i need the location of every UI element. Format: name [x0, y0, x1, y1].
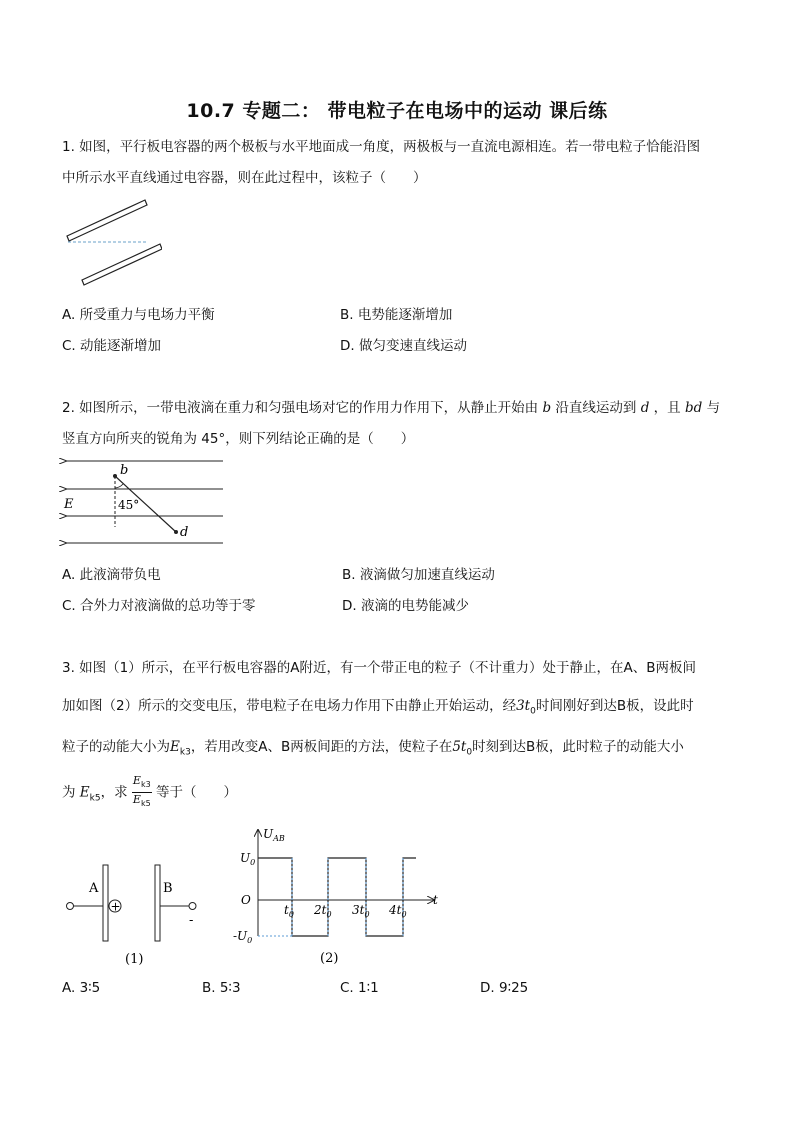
u-ab-label: $U_{AB}$	[263, 827, 285, 843]
page-title: 10.7 专题二： 带电粒子在电场中的运动 课后练	[186, 100, 608, 122]
q3-stem-line3: 粒子的动能大小为$E_{k3}$，若用改变A、B两板间距的方法，使粒子在$5t_0$时刻到达B板，此时粒子的动能大小	[62, 739, 684, 758]
q2-option-c[interactable]: C. 合外力对液滴做的总功等于零	[62, 598, 256, 614]
tick-4t0: $4t_0$	[389, 903, 407, 919]
q3-voltage-graph	[228, 826, 448, 971]
label-e: E	[64, 497, 74, 512]
q1-capacitor-figure	[62, 196, 162, 291]
q3-option-b[interactable]: B. 5∶3	[202, 980, 241, 996]
q1-option-c[interactable]: C. 动能逐渐增加	[62, 338, 162, 354]
u0-label: $U_0$	[240, 851, 256, 867]
q2-stem-line1: 2. 如图所示，一带电液滴在重力和匀强电场对它的作用力作用下，从静止开始由 b 沿直线运动到 d ，且 bd 与	[62, 400, 721, 416]
q2-stem-line2: 竖直方向所夹的锐角为 45°，则下列结论正确的是（ ）	[62, 431, 415, 447]
plate-b	[155, 865, 160, 941]
terminal-a	[67, 903, 74, 910]
label-b: b	[120, 463, 129, 478]
q3-stem-line2: 加如图（2）所示的交变电压，带电粒子在电场力作用下由静止开始运动，经$3t_0$时间刚好到达B板，设此时	[62, 698, 694, 717]
q1-stem-line1: 1. 如图，平行板电容器的两个极板与水平地面成一角度，两极板与一直流电源相连。若一带电粒子恰能沿图	[62, 139, 701, 155]
q3-capacitor-figure	[62, 862, 212, 972]
square-wave	[258, 858, 416, 936]
tick-t0: $t_0$	[284, 903, 294, 919]
tick-3t0: $3t_0$	[352, 903, 370, 919]
minus-sign: -	[189, 913, 194, 928]
t-axis-label: t	[433, 893, 438, 907]
q3-option-a[interactable]: A. 3∶5	[62, 980, 101, 996]
q2-option-d[interactable]: D. 液滴的电势能减少	[342, 598, 469, 614]
q1-stem-line2: 中所示水平直线通过电容器，则在此过程中，该粒子（ ）	[62, 170, 427, 186]
upper-plate	[67, 200, 147, 241]
label-angle: 45°	[118, 498, 140, 512]
q3-stem-line1: 3. 如图（1）所示，在平行板电容器的A附近，有一个带正电的粒子（不计重力）处于静止，在A、B两板间	[62, 660, 696, 676]
q1-option-a[interactable]: A. 所受重力与电场力平衡	[62, 307, 215, 323]
label-a: A	[89, 881, 99, 896]
tick-2t0: $2t_0$	[314, 903, 332, 919]
label-d: d	[180, 525, 189, 540]
q2-option-b[interactable]: B. 液滴做匀加速直线运动	[342, 567, 495, 583]
fig1-caption: (1)	[125, 952, 144, 967]
plate-a	[103, 865, 108, 941]
q2-field-figure	[58, 455, 228, 555]
origin-label: O	[241, 893, 251, 907]
q3-option-c[interactable]: C. 1∶1	[340, 980, 379, 996]
label-b-plate: B	[163, 881, 173, 896]
angle-arc	[115, 484, 123, 488]
point-b	[113, 474, 117, 478]
terminal-b	[189, 903, 196, 910]
ek-ratio-fraction: $\frac{E_{k3}}{E_{k5}}$	[132, 774, 151, 809]
lower-plate	[82, 244, 162, 285]
q2-option-a[interactable]: A. 此液滴带负电	[62, 567, 161, 583]
q1-option-d[interactable]: D. 做匀变速直线运动	[340, 338, 467, 354]
point-d	[174, 530, 178, 534]
q3-option-d[interactable]: D. 9∶25	[480, 980, 529, 996]
fig2-caption: (2)	[320, 951, 339, 966]
neg-u0-label: $-U_0$	[233, 929, 253, 945]
q3-stem-line4: 为 $E_{k5}$，求 $\frac{E_{k3}}{E_{k5}}$ 等于（ ）	[62, 774, 237, 811]
particle-plus-sign: +	[110, 899, 121, 914]
q1-option-b[interactable]: B. 电势能逐渐增加	[340, 307, 453, 323]
